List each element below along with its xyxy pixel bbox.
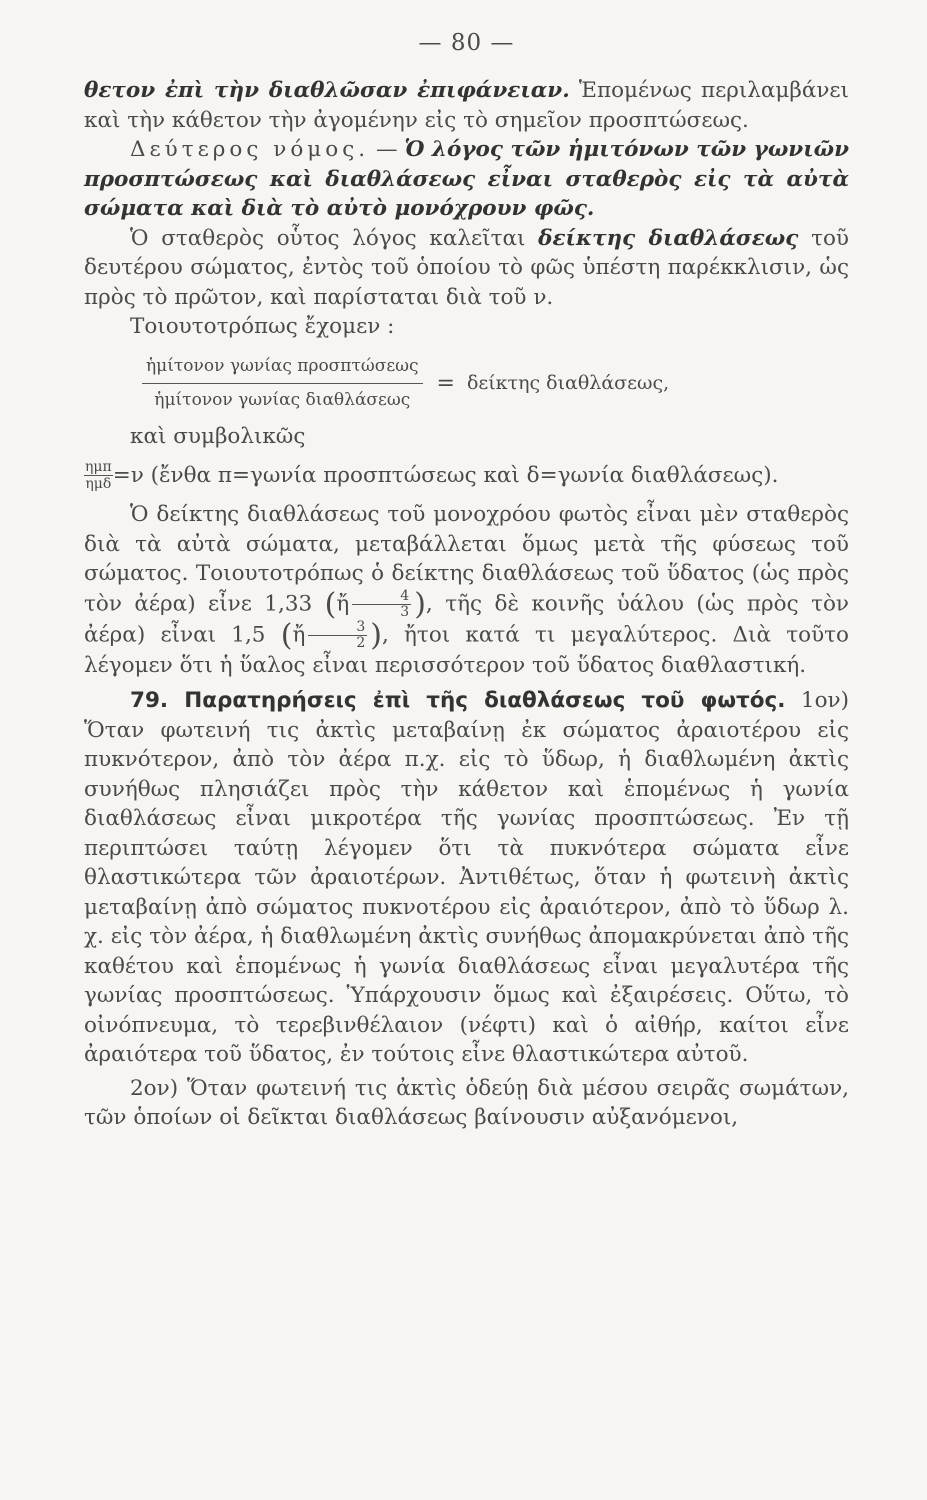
formula-fraction	[142, 352, 423, 416]
formula-numerator: ἡμίτονον γωνίας προσπτώσεως	[142, 352, 423, 385]
paragraph-second-law	[84, 135, 849, 224]
symbolic-fraction	[84, 459, 113, 492]
paragraph-index-values	[84, 500, 849, 680]
symbolic-rest: =ν (ἔνθα π=γωνία προσπτώσεως καὶ δ=γωνία διαθλάσεως).	[112, 462, 779, 488]
paragraph-1	[84, 76, 849, 135]
or-word: ἤ	[292, 622, 306, 647]
fraction-denominator: 3	[400, 603, 410, 620]
body-text: Ἑπομένως περιλαμβάνει καὶ τὴν κάθετον τὴν ἀγομένην εἰς τὸ σημεῖον προσπτώσεως.	[84, 78, 849, 133]
equals-sign: =	[436, 370, 455, 396]
page-number: — 80 —	[418, 30, 515, 56]
symbolic-denominator: ημδ	[85, 476, 112, 492]
section-79	[84, 686, 849, 1070]
fraction-three-halves	[308, 620, 367, 651]
formula-result: δείκτης διαθλάσεως,	[466, 371, 670, 394]
dash: —	[369, 137, 405, 162]
paren-close: )	[370, 617, 382, 653]
formula-denominator: ἡμίτονον γωνίας διαθλάσεως	[154, 390, 411, 410]
paren-open: (	[280, 617, 293, 653]
symbolic-numerator: ημπ	[85, 459, 112, 475]
law-statement: Ὁ λόγος τῶν ἡμιτόνων τῶν γωνιῶν προσπτώσεως καὶ διαθλάσεως εἶναι σταθερὸς εἰς τὰ αὐτὰ σώματα καὶ διὰ τὸ αὐτὸ μονόχρουν φῶς.	[84, 137, 849, 221]
body-text: , τῆς δὲ κοινῆς ὑάλου (ὡς πρὸς τὸν ἀέρα) εἶναι 1,5	[84, 591, 849, 647]
paragraph-index-definition	[84, 224, 849, 313]
paragraph-second-remark: 2ον) Ὅταν φωτεινή τις ἀκτὶς ὁδεύῃ διὰ μέσου σειρᾶς σωμάτων, τῶν ὁποίων οἱ δεῖκται διαθλάσεως βαίνουσιν αὐξανόμενοι,	[84, 1075, 849, 1130]
law-label: Δεύτερος νόμος.	[130, 137, 370, 162]
paren-open: (	[324, 586, 337, 622]
formula-symbolic	[84, 459, 849, 492]
or-word: ἤ	[336, 591, 350, 616]
section-text: 1ον) Ὅταν φωτεινή τις ἀκτὶς μεταβαίνῃ ἐκ σώματος ἀραιοτέρου εἰς πυκνότερον, ἀπὸ τὸν ἀέρα π.χ. εἰς τὸ ὕδωρ, ἡ διαθλωμένη ἀκτὶς συνήθως πλησιάζει πρὸς τὴν κάθετον καὶ ἑπομένως ἡ γωνία διαθλάσεως εἶναι μικροτέρα τῆς γωνίας προσπτώσεως. Ἐν τῇ περιπτώσει ταύτῃ λέγομεν ὅτι τὰ πυκνότερα σώματα εἶνε θλαστικώτερα τῶν ἀραιοτέρων. Ἀντιθέτως, ὅταν ἡ φωτεινὴ ἀκτὶς μεταβαίνῃ ἀπὸ σώματος πυκνοτέρου εἰς ἀραιότερον, ἀπὸ τὸ ὕδωρ λ. χ. εἰς τὸν ἀέρα, ἡ διαθλωμένη ἀκτὶς συνήθως ἀπομακρύνεται ἀπὸ τῆς καθέτου καὶ ἑπομένως ἡ γωνία διαθλάσεως εἶναι μεγαλυτέρα τῆς γωνίας προσπτώσεως. Ὑπάρχουσιν ὅμως καὶ ἐξαιρέσεις. Οὕτω, τὸ οἰνόπνευμα, τὸ τερεβινθέλαιον (νέφτι) καὶ ὁ αἰθήρ, καίτοι εἶνε ἀραιότερα τοῦ ὕδατος, ἐν τούτοις εἶνε θλαστικώτερα αὐτοῦ.	[84, 688, 849, 1067]
paren-close: )	[414, 586, 426, 622]
body-text: , ἤτοι κατά τι μεγαλύτερος. Διὰ τοῦτο λέγομεν ὅτι ἡ ὕαλος εἶναι περισσότερον τοῦ ὕδατος διαθλαστική.	[84, 622, 849, 678]
body-text: Ὁ σταθερὸς οὗτος λόγος καλεῖται	[130, 225, 539, 251]
fraction-four-thirds	[352, 589, 411, 620]
section-title: Παρατηρήσεις ἐπὶ τῆς διαθλάσεως τοῦ φωτός.	[168, 688, 786, 713]
paragraph-symbolically: καὶ συμβολικῶς	[130, 423, 306, 449]
fraction-denominator: 2	[356, 634, 366, 651]
body-text: τοῦ δευτέρου σώματος, ἐντὸς τοῦ ὁποίου τὸ φῶς ὑπέστη παρέκκλισιν, ὡς πρὸς τὸ πρῶτον, καὶ παρίσταται διὰ τοῦ ν.	[84, 225, 849, 310]
body-text: Ὁ δείκτης διαθλάσεως τοῦ μονοχρόου φωτὸς εἶναι μὲν σταθερὸς διὰ τὰ αὐτὰ σώματα, μεταβάλλεται ὅμως μετὰ τῆς φύσεως τοῦ σώματος. Τοιουτοτρόπως ὁ δείκτης διαθλάσεως τοῦ ὕδατος (ὡς πρὸς τὸν ἀέρα) εἶνε 1,33	[84, 502, 849, 616]
page-body	[84, 76, 849, 1133]
term-refractive-index: δείκτης διαθλάσεως	[538, 225, 799, 251]
section-number: 79.	[130, 688, 169, 713]
formula-words	[142, 352, 849, 416]
fraction-numerator: 3	[308, 620, 367, 636]
paragraph-thus: Τοιουτοτρόπως ἔχομεν :	[130, 314, 395, 339]
fraction-numerator: 4	[352, 589, 411, 605]
emphasis-text: θετον ἐπὶ τὴν διαθλῶσαν ἐπιφάνειαν.	[84, 78, 570, 103]
